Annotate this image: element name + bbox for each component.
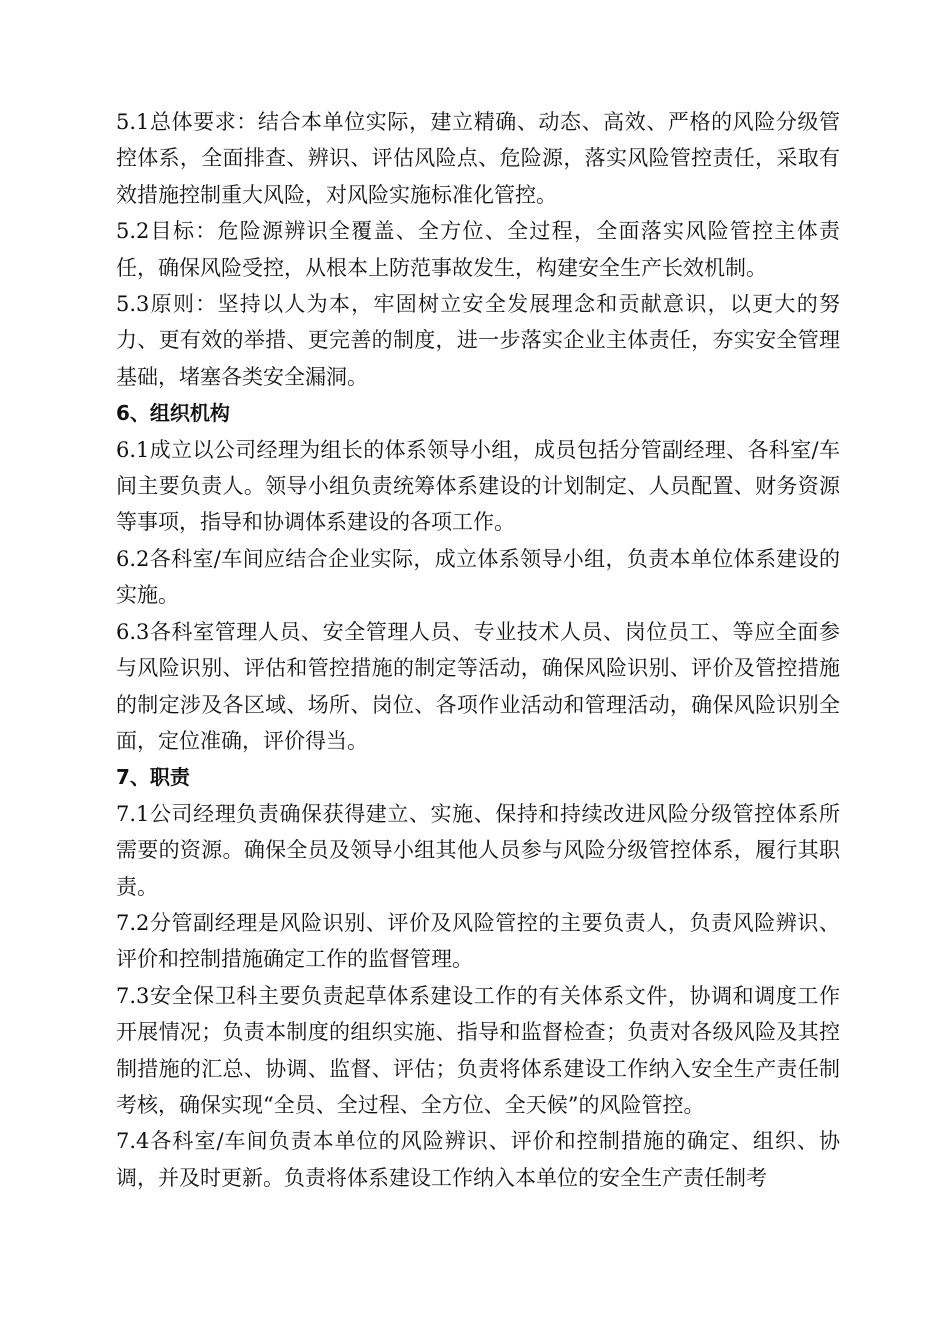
- paragraph-6-1: 6.1成立以公司经理为组长的体系领导小组，成员包括分管副经理、各科室/车间主要负责人。领导小组负责统筹体系建设的计划制定、人员配置、财务资源等事项，指导和协调体系建设的各项工作。: [116, 437, 840, 535]
- paragraph-5-3: 5.3原则：坚持以人为本，牢固树立安全发展理念和贡献意识，以更大的努力、更有效的举措、更完善的制度，进一步落实企业主体责任，夯实安全管理基础，堵塞各类安全漏洞。: [116, 292, 840, 389]
- document-body: [116, 104, 840, 1196]
- paragraph-7-3: 7.3安全保卫科主要负责起草体系建设工作的有关体系文件，协调和调度工作开展情况；负责本制度的组织实施、指导和监督检查；负责对各级风险及其控制措施的汇总、协调、监督、评估；负责将体系建设工作纳入安全生产责任制考核，确保实现“全员、全过程、全方位、全天候”的风险管控。: [116, 983, 840, 1117]
- paragraph-7-4: 7.4各科室/车间负责本单位的风险辨识、评价和控制措施的确定、组织、协调，并及时更新。负责将体系建设工作纳入本单位的安全生产责任制考: [116, 1129, 840, 1190]
- section-heading-7: 7、职责: [116, 765, 190, 790]
- paragraph-6-2: 6.2各科室/车间应结合企业实际，成立体系领导小组，负责本单位体系建设的实施。: [116, 546, 840, 608]
- section-heading-6: 6、组织机构: [116, 401, 230, 426]
- paragraph-6-3: 6.3各科室管理人员、安全管理人员、专业技术人员、岗位员工、等应全面参与风险识别、评估和管控措施的制定等活动，确保风险识别、评价及管控措施的制定涉及各区域、场所、岗位、各项作业活动和管理活动，确保风险识别全面，定位准确，评价得当。: [116, 619, 840, 753]
- paragraph-5-1: 5.1总体要求：结合本单位实际，建立精确、动态、高效、严格的风险分级管控体系，全面排查、辨识、评估风险点、危险源，落实风险管控责任，采取有效措施控制重大风险，对风险实施标准化管控。: [116, 110, 840, 207]
- paragraph-5-2: 5.2目标：危险源辨识全覆盖、全方位、全过程，全面落实风险管控主体责任，确保风险受控，从根本上防范事故发生，构建安全生产长效机制。: [116, 219, 840, 280]
- paragraph-7-2: 7.2分管副经理是风险识别、评价及风险管控的主要负责人，负责风险辨识、评价和控制措施确定工作的监督管理。: [116, 910, 840, 972]
- paragraph-7-1: 7.1公司经理负责确保获得建立、实施、保持和持续改进风险分级管控体系所需要的资源。确保全员及领导小组其他人员参与风险分级管控体系，履行其职责。: [116, 801, 840, 899]
